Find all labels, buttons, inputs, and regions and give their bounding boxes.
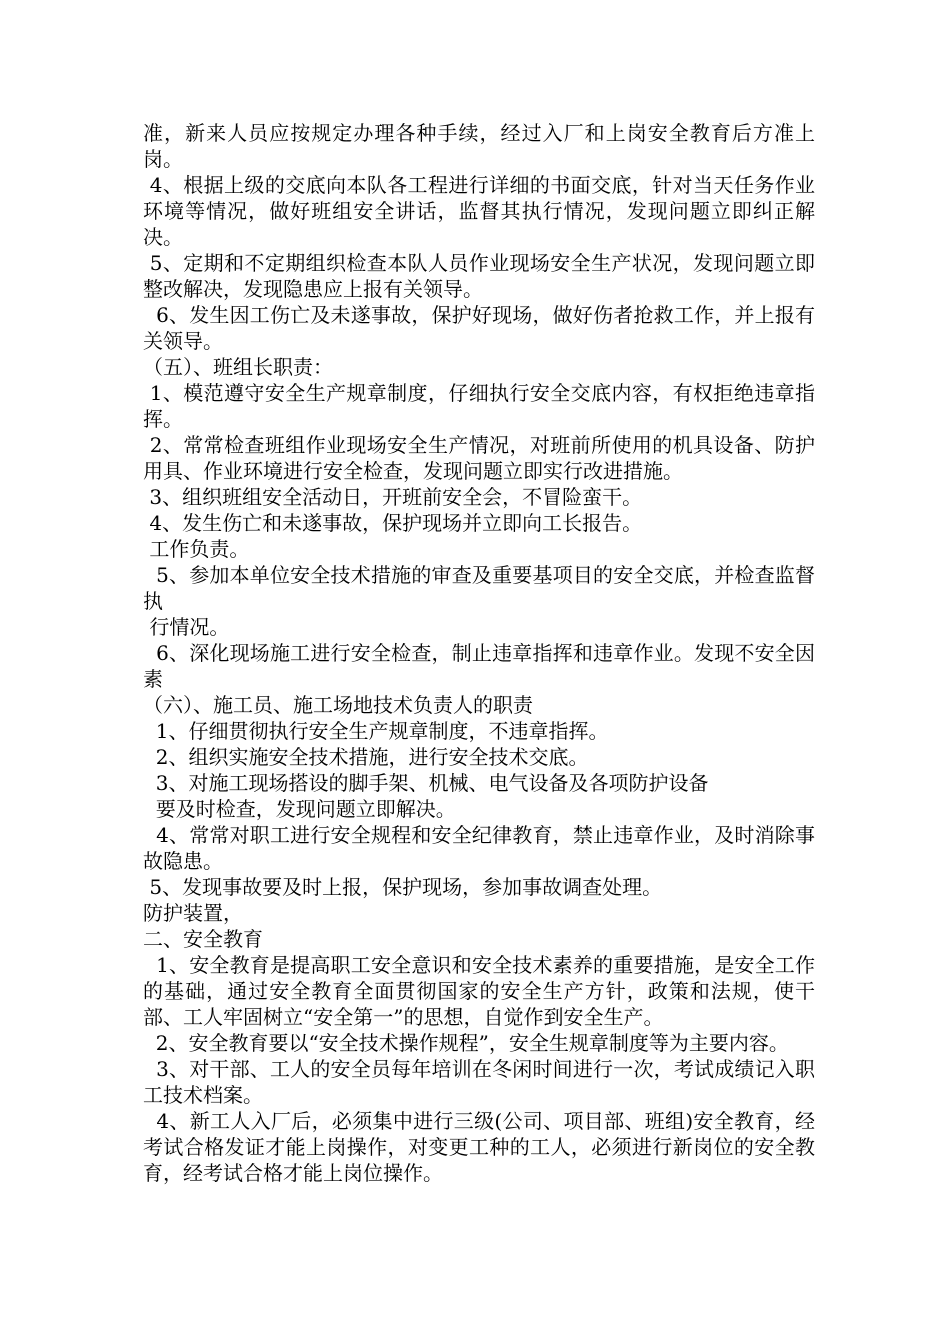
paragraph: 防护装置， bbox=[143, 901, 243, 925]
paragraph: 3、组织班组安全活动日，开班前安全会，不冒险蛮干。 bbox=[143, 485, 643, 509]
section-heading: 二、安全教育 bbox=[143, 927, 263, 951]
paragraph: 3、对施工现场搭设的脚手架、机械、电气设备及各项防护设备 bbox=[143, 771, 709, 795]
paragraph: 行情况。 bbox=[143, 615, 230, 639]
paragraph: 5、定期和不定期组织检查本队人员作业现场安全生产状况，发现问题立即整改解决，发现隐患应上报有关领导。 bbox=[143, 251, 815, 301]
section-heading: （六）、施工员、施工场地技术负责人的职责 bbox=[143, 693, 533, 717]
paragraph: 1、模范遵守安全生产规章制度，仔细执行安全交底内容，有权拒绝违章指挥。 bbox=[143, 381, 815, 431]
paragraph: 5、参加本单位安全技术措施的审查及重要基项目的安全交底，并检查监督执 bbox=[143, 563, 815, 613]
paragraph: 要及时检查，发现问题立即解决。 bbox=[143, 797, 456, 821]
paragraph: 4、新工人入厂后，必须集中进行三级(公司、项目部、班组)安全教育，经考试合格发证才能上岗操作，对变更工种的工人，必须进行新岗位的安全教育，经考试合格才能上岗位操作。 bbox=[143, 1109, 815, 1185]
paragraph: 2、组织实施安全技术措施，进行安全技术交底。 bbox=[143, 745, 589, 769]
paragraph: 6、发生因工伤亡及未遂事故，保护好现场，做好伤者抢救工作，并上报有关领导。 bbox=[143, 303, 815, 353]
paragraph: 4、发生伤亡和未遂事故，保护现场并立即向工长报告。 bbox=[143, 511, 643, 535]
paragraph: 工作负责。 bbox=[143, 537, 250, 561]
paragraph: 1、安全教育是提高职工安全意识和安全技术素养的重要措施，是安全工作的基础，通过安全教育全面贯彻国家的安全生产方针，政策和法规，使干部、工人牢固树立“安全第一”的思想，自觉作到安全生产。 bbox=[143, 953, 815, 1029]
paragraph: 4、根据上级的交底向本队各工程进行详细的书面交底，针对当天任务作业环境等情况，做好班组安全讲话，监督其执行情况，发现问题立即纠正解决。 bbox=[143, 173, 815, 249]
paragraph: 5、发现事故要及时上报，保护现场，参加事故调查处理。 bbox=[143, 875, 663, 899]
paragraph: 准，新来人员应按规定办理各种手续，经过入厂和上岗安全教育后方准上岗。 bbox=[143, 121, 815, 171]
paragraph: 6、深化现场施工进行安全检查，制止违章指挥和违章作业。发现不安全因素 bbox=[143, 641, 815, 691]
paragraph: 1、仔细贯彻执行安全生产规章制度，不违章指挥。 bbox=[143, 719, 609, 743]
paragraph: 2、安全教育要以“安全技术操作规程”，安全生规章制度等为主要内容。 bbox=[143, 1031, 789, 1055]
document-body bbox=[143, 120, 815, 1186]
section-heading: （五）、班组长职责： bbox=[143, 355, 333, 379]
paragraph: 2、常常检查班组作业现场安全生产情况，对班前所使用的机具设备、防护用具、作业环境进行安全检查，发现问题立即实行改进措施。 bbox=[143, 433, 815, 483]
paragraph: 4、常常对职工进行安全规程和安全纪律教育，禁止违章作业，及时消除事故隐患。 bbox=[143, 823, 815, 873]
paragraph: 3、对干部、工人的安全员每年培训在冬闲时间进行一次，考试成绩记入职工技术档案。 bbox=[143, 1057, 815, 1107]
